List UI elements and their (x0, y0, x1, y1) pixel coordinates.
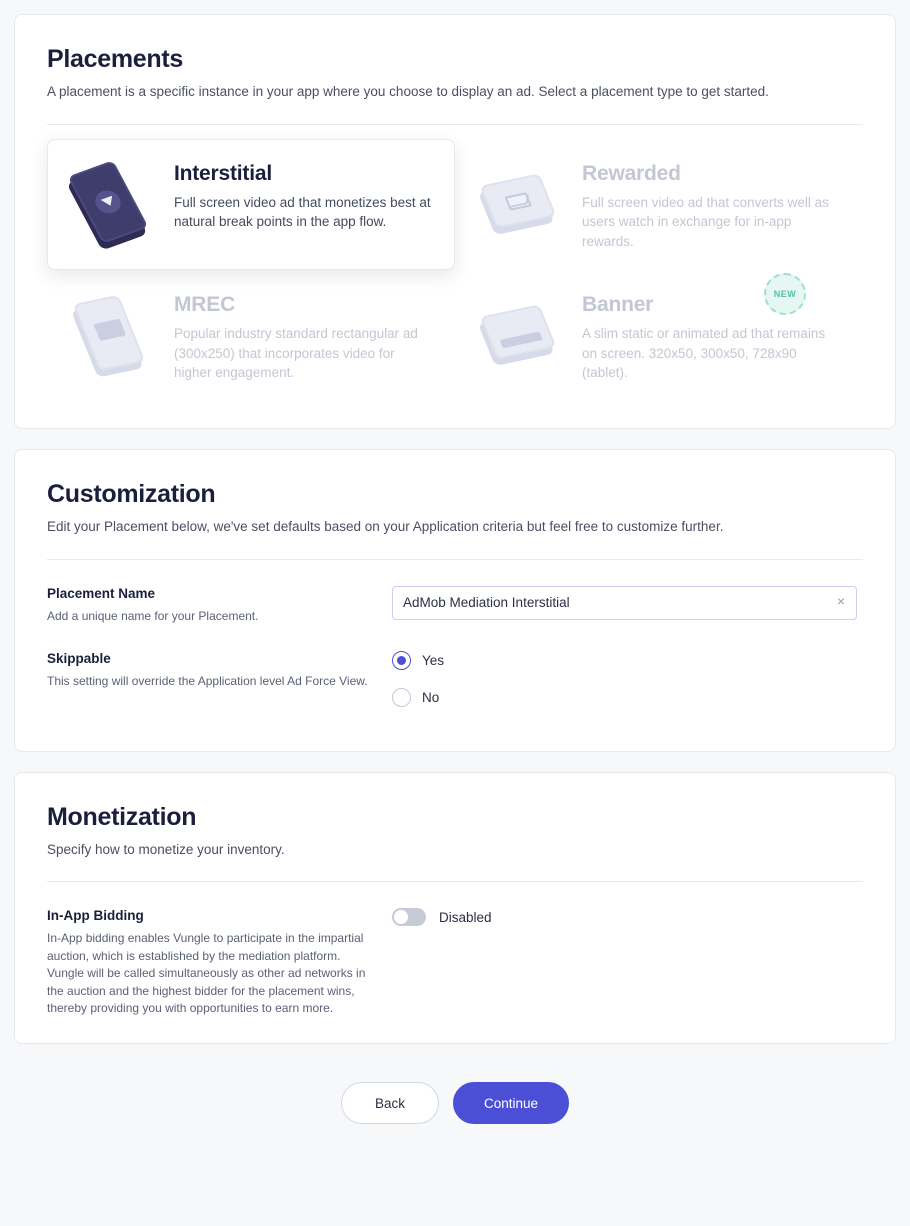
placement-name-field-group (392, 586, 863, 625)
placement-name-input-wrap (392, 586, 857, 620)
skippable-label-group (47, 651, 392, 725)
placement-option-description: A slim static or animated ad that remains on screen. 320x50, 300x50, 728x90 (tablet). (582, 326, 826, 381)
placement-option-name: Rewarded (582, 161, 681, 185)
customization-subtitle: Edit your Placement below, we've set defaults based on your Application criteria but feel free to customize further. (47, 518, 724, 534)
skippable-field-group (392, 651, 863, 725)
placement-option-rewarded[interactable] (455, 139, 863, 271)
placement-name-row (47, 586, 863, 625)
placement-option-description: Full screen video ad that monetizes best at natural break points in the app flow. (174, 194, 431, 230)
in-app-bidding-toggle-row (392, 908, 863, 926)
placements-subtitle: A placement is a specific instance in your app where you choose to display an ad. Select a placement type to get started. (47, 84, 769, 99)
skippable-radio-yes[interactable] (392, 651, 863, 670)
clear-icon[interactable]: × (836, 592, 846, 609)
placement-option-name: Banner (582, 293, 654, 317)
placement-name-input[interactable] (392, 586, 857, 620)
radio-icon[interactable] (392, 651, 411, 670)
mrec-illustration-icon (64, 289, 160, 377)
monetization-subtitle: Specify how to monetize your inventory. (47, 841, 285, 857)
continue-button[interactable]: Continue (453, 1082, 569, 1124)
placement-option-description: Full screen video ad that converts well as users watch in exchange for in-app rewards. (582, 194, 829, 249)
new-badge: NEW (764, 273, 806, 315)
placement-options-grid (47, 139, 863, 402)
skippable-row (47, 651, 863, 725)
placement-option-mrec[interactable] (47, 270, 455, 402)
in-app-bidding-hint: In-App bidding enables Vungle to participate in the impartial auction, which is established by the mediation platform. Vungle will be called simultaneously as other ad networks in the auction and the highest bidder for the placement wins, thereby providing you with opportunities to earn more. (47, 931, 366, 1016)
skippable-label: Skippable (47, 650, 111, 666)
in-app-bidding-toggle[interactable] (392, 908, 426, 926)
banner-illustration-icon (472, 289, 568, 377)
divider (47, 559, 863, 560)
footer-actions (14, 1064, 896, 1150)
customization-title: Customization (47, 479, 216, 508)
placement-option-description: Popular industry standard rectangular ad (300x250) that incorporates video for higher engagement. (174, 326, 418, 381)
placement-option-banner[interactable] (455, 270, 863, 402)
placements-card (14, 14, 896, 429)
back-button[interactable]: Back (341, 1082, 439, 1124)
interstitial-illustration-icon (64, 158, 160, 246)
skippable-hint: This setting will override the Application level Ad Force View. (47, 673, 368, 688)
placement-option-interstitial[interactable] (47, 139, 455, 271)
skippable-radio-no[interactable] (392, 688, 863, 707)
divider (47, 124, 863, 125)
radio-label: Yes (422, 652, 445, 668)
placement-option-name: MREC (174, 293, 236, 317)
customization-card (14, 449, 896, 752)
page-title: Placements (47, 45, 183, 73)
placement-name-label: Placement Name (47, 585, 156, 601)
monetization-title: Monetization (47, 802, 197, 831)
divider (47, 881, 863, 882)
radio-icon[interactable] (392, 688, 411, 707)
in-app-bidding-row (47, 908, 863, 1017)
in-app-bidding-field-group (392, 908, 863, 1017)
in-app-bidding-label: In-App Bidding (47, 908, 144, 924)
rewarded-illustration-icon (472, 158, 568, 246)
in-app-bidding-toggle-state: Disabled (439, 909, 492, 925)
radio-label: No (422, 689, 440, 705)
monetization-card (14, 772, 896, 1045)
placement-name-label-group (47, 586, 392, 625)
in-app-bidding-label-group (47, 908, 392, 1017)
placement-option-name: Interstitial (174, 161, 272, 185)
placement-name-hint: Add a unique name for your Placement. (47, 608, 259, 623)
